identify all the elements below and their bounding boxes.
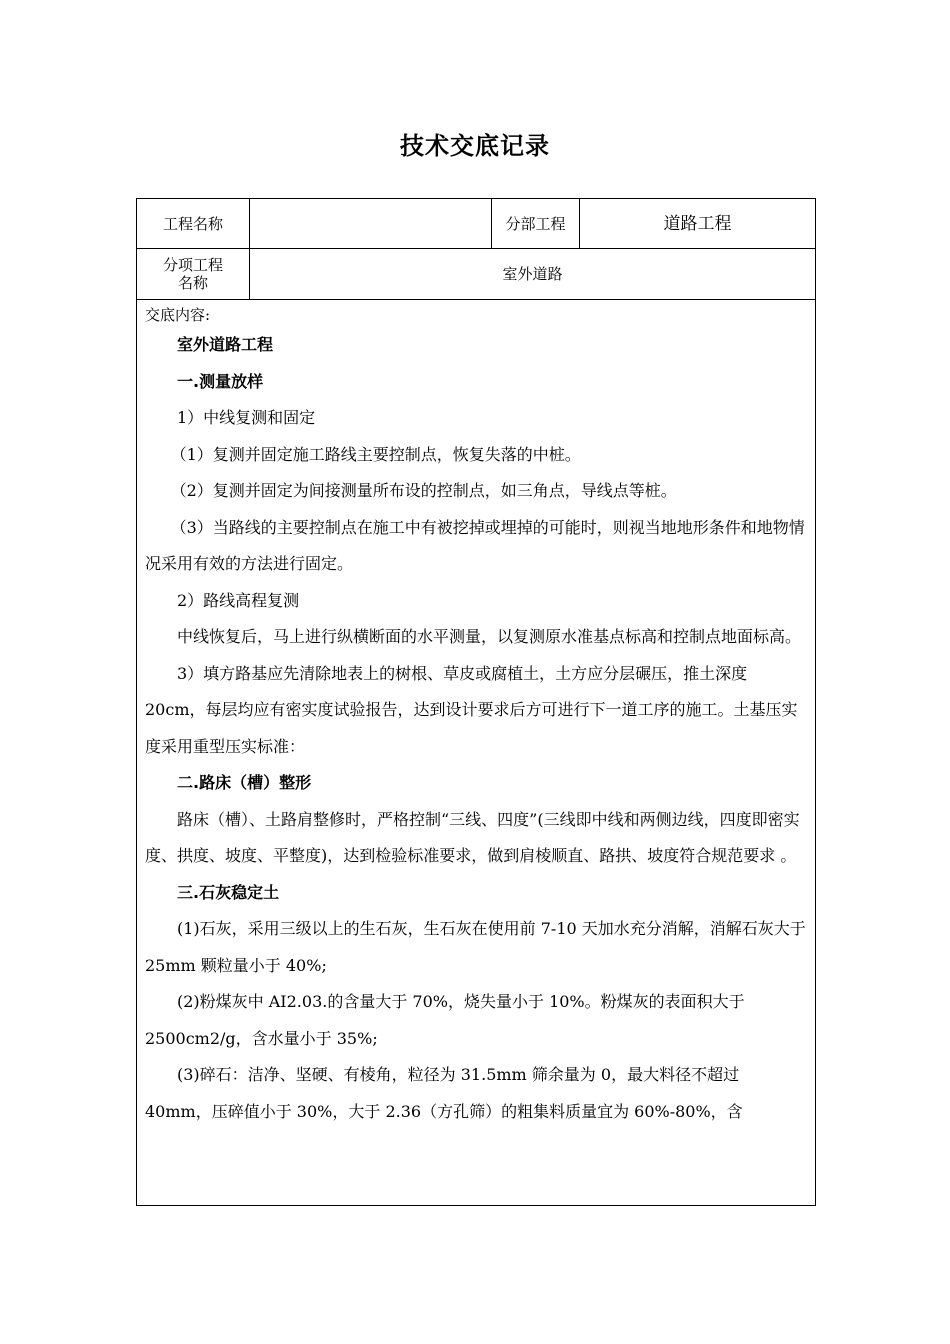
paragraph: 中线恢复后，马上进行纵横断面的水平测量，以复测原水准基点标高和控制点地面标高。 (177, 627, 802, 646)
row-divider-2 (137, 299, 815, 300)
section-heading: 二.路床（槽）整形 (177, 773, 312, 792)
paragraph: (3)碎石：洁净、坚硬、有棱角，粒径为 31.5mm 筛余量为 0，最大料径不超过 40mm，压碎值小于 30%，大于 2.36（方孔筛）的粗集料质量宜为 60%-80%，含 (145, 1065, 743, 1121)
subsection-heading: 1）中线复测和固定 (177, 408, 316, 427)
paragraph: （2）复测并固定为间接测量所布设的控制点，如三角点，导线点等桩。 (170, 481, 677, 500)
subitem-value: 室外道路 (502, 265, 563, 283)
division-label: 分部工程 (505, 214, 566, 233)
subitem-label: 分项工程名称 (162, 256, 223, 292)
disclosure-table (136, 198, 816, 1206)
section-heading: 三.石灰稳定土 (177, 882, 280, 902)
paragraph: (2)粉煤灰中 AI2.03.的含量大于 70%，烧失量小于 10%。粉煤灰的表面积大于 2500cm2/g，含水量小于 35%; (145, 992, 745, 1048)
division-value: 道路工程 (663, 213, 732, 234)
content-label: 交底内容: (145, 306, 211, 324)
paragraph: 路床（槽）、土路肩整修时，严格控制“三线、四度”(三线即中线和两侧边线，四度即密实度、拱度、坡度、平整度)，达到检验标准要求，做到肩棱顺直、路拱、坡度符合规范要求 。 (145, 809, 800, 865)
section-heading: 一.测量放样 (177, 371, 264, 391)
project-name-value (250, 199, 491, 248)
paragraph: （3）当路线的主要控制点在施工中有被挖掉或埋掉的可能时，则视当地地形条件和地物情况采用有效的方法进行固定。 (145, 517, 805, 573)
paragraph: （1）复测并固定施工路线主要控制点，恢复失落的中桩。 (170, 444, 581, 464)
section-heading: 室外道路工程 (177, 335, 274, 354)
disclosure-content (145, 303, 809, 1130)
project-name-label: 工程名称 (162, 214, 223, 233)
paragraph: 3）填方路基应先清除地表上的树根、草皮或腐植土，土方应分层碾压，推土深度 20cm，每层均应有密实度试验报告，达到设计要求后方可进行下一道工序的施工。土基压实度采用重型压实标准： (145, 663, 798, 756)
paragraph: (1)石灰，采用三级以上的生石灰，生石灰在使用前 7-10 天加水充分消解，消解石灰大于 25mm 颗粒量小于 40%; (145, 919, 806, 975)
subsection-heading: 2）路线高程复测 (177, 590, 300, 610)
document-title: 技术交底记录 (400, 132, 550, 160)
